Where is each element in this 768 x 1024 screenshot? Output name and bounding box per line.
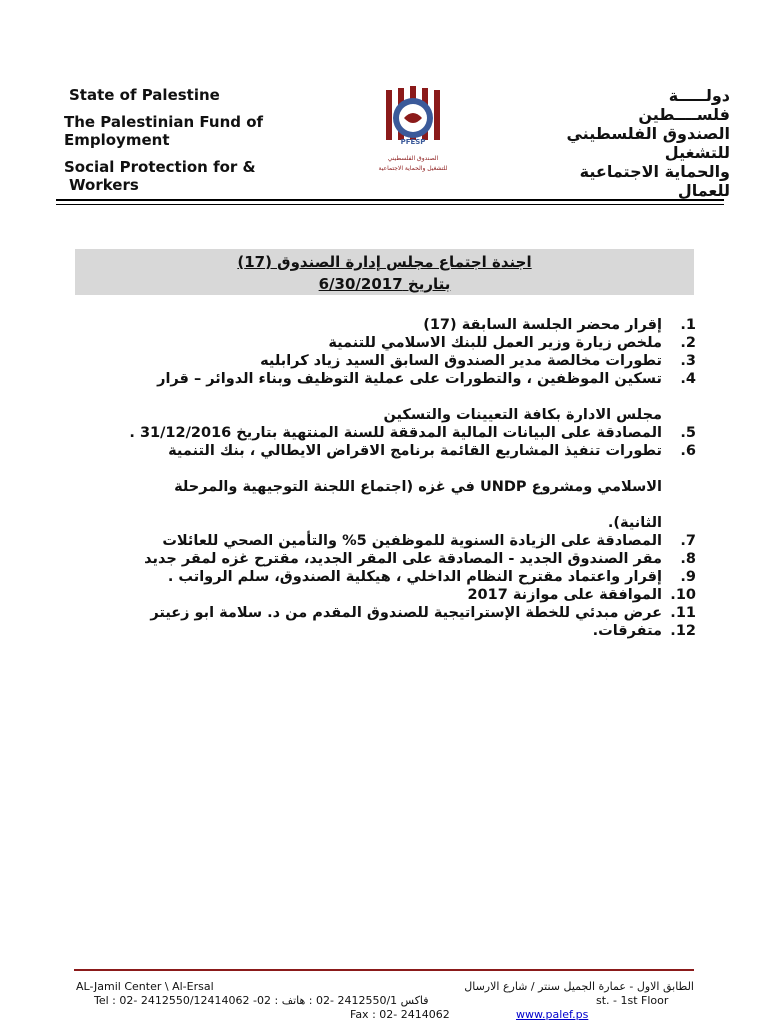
- item-continuation: مجلس الادارة بكافة التعيينات والتسكين: [383, 407, 662, 423]
- header-rule: [56, 199, 724, 201]
- list-item: [80, 532, 696, 550]
- header-rule-thin: [56, 204, 724, 205]
- footer-floor: st. - 1st Floor: [596, 994, 669, 1007]
- item-text: إقرار واعتماد مقترح النظام الداخلي ، هيكلية الصندوق، سلم الرواتب .: [167, 569, 662, 585]
- footer-website-link[interactable]: www.palef.ps: [516, 1008, 589, 1021]
- item-text: تطورات تنفيذ المشاريع القائمة برنامج الاقراض الايطالي ، بنك التنمية: [168, 443, 662, 459]
- footer-rule: [74, 969, 694, 971]
- item-number: 5.: [680, 425, 696, 441]
- list-item: [80, 622, 696, 640]
- header-ar-social: والحماية الاجتماعية: [579, 162, 730, 181]
- list-item: [80, 334, 696, 352]
- agenda-date: بتاريخ 6/30/2017: [318, 275, 451, 293]
- footer-address-ar: الطابق الاول - عمارة الجميل سنتر / شارع الارسال: [464, 980, 694, 993]
- item-text: عرض مبدئي للخطة الإستراتيجية للصندوق المقدم من د. سلامة ابو زعيتر: [150, 605, 662, 621]
- item-number: 10.: [670, 587, 696, 603]
- list-item: [80, 442, 696, 460]
- item-number: 6.: [680, 443, 696, 459]
- header-en-social: Social Protection for &: [64, 158, 256, 176]
- item-text: إقرار محضر الجلسة السابقة (17): [423, 317, 662, 333]
- item-continuation: الاسلامي ومشروع UNDP في غزه (اجتماع اللجنة التوجيهية والمرحلة: [174, 479, 662, 495]
- list-item: [80, 424, 696, 442]
- item-text: متفرقات.: [592, 623, 662, 639]
- list-item: [80, 604, 696, 622]
- header-ar-fund: الصندوق الفلسطيني: [566, 124, 730, 143]
- item-number: 1.: [680, 317, 696, 333]
- header-en-state: State of Palestine: [69, 86, 220, 104]
- item-text: تسكين الموظفين ، والتطورات على عملية التوظيف وبناء الدوائر – قرار: [157, 371, 662, 387]
- agenda-title-box: [75, 249, 694, 295]
- list-item: [80, 352, 696, 370]
- header-en-employment: Employment: [64, 131, 170, 149]
- item-continuation: الثانية).: [607, 515, 662, 531]
- header-ar-employment: للتشغيل: [664, 143, 730, 162]
- item-text: ملخص زيارة وزير العمل للبنك الاسلامي للتنمية: [328, 335, 662, 351]
- header-arabic: [510, 86, 730, 200]
- item-text: مقر الصندوق الجديد - المصادقة على المقر الجديد، مقترح غزه لمقر جديد: [144, 551, 662, 567]
- pfesp-logo-icon: [376, 86, 452, 176]
- header-en-workers: Workers: [69, 176, 139, 194]
- header-ar-workers: للعمال: [677, 181, 730, 200]
- item-number: 12.: [670, 623, 696, 639]
- agenda-list: [80, 316, 696, 640]
- list-item: [80, 316, 696, 334]
- header-ar-palestine: فلســــطين: [638, 105, 730, 124]
- item-number: 8.: [680, 551, 696, 567]
- item-number: 2.: [680, 335, 696, 351]
- logo-caption-2: للتشغيل والحماية الاجتماعية: [378, 165, 448, 172]
- item-number: 11.: [670, 605, 696, 621]
- list-item: [80, 550, 696, 568]
- item-text: المصادقة على البيانات المالية المدققة للسنة المنتهية بتاريخ 31/12/2016 .: [129, 425, 662, 441]
- footer-fax: Fax : 02- 2414062: [350, 1008, 450, 1021]
- item-number: 4.: [680, 371, 696, 387]
- logo-abbr: PFESP: [400, 138, 426, 146]
- footer-address-en: AL-Jamil Center \ Al-Ersal: [76, 980, 214, 993]
- item-number: 7.: [680, 533, 696, 549]
- list-item: [80, 586, 696, 604]
- agenda-title: اجندة اجتماع مجلس إدارة الصندوق (17): [237, 253, 532, 271]
- header-ar-state: دولـــــة: [668, 86, 730, 105]
- item-text: الموافقة على موازنة 2017: [467, 587, 662, 603]
- item-number: 3.: [680, 353, 696, 369]
- item-number: 9.: [680, 569, 696, 585]
- list-item: [80, 568, 696, 586]
- header-en-fund: The Palestinian Fund of: [64, 113, 264, 131]
- item-text: المصادقة على الزيادة السنوية للموظفين 5% والتأمين الصحي للعائلات: [162, 533, 662, 549]
- header-english: [64, 86, 304, 194]
- logo-caption-1: الصندوق الفلسطيني: [387, 155, 439, 162]
- list-item: [80, 370, 696, 388]
- item-text: تطورات مخالصة مدير الصندوق السابق السيد زياد كرابليه: [260, 353, 662, 369]
- footer-phones: Tel : 02- 2412550/12414062 -02 : فاكس 2412550/1 -02 : هاتف: [94, 994, 429, 1007]
